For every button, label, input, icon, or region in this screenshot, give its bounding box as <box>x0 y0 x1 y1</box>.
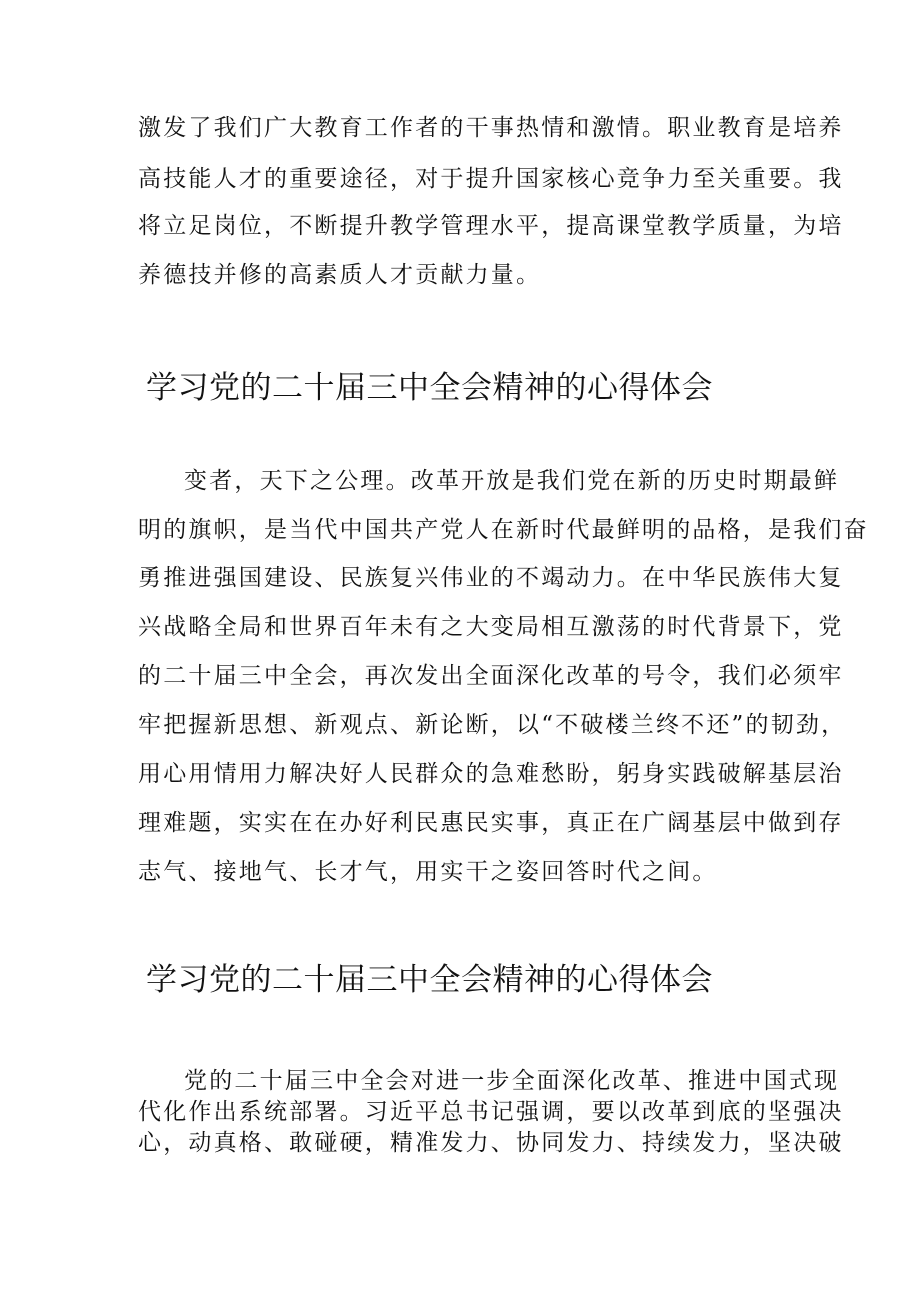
paragraph-line: 将立足岗位，不断提升教学管理水平，提高课堂教学质量，为培 <box>138 213 844 239</box>
paragraph-line: 养德技并修的高素质人才贡献力量。 <box>138 262 542 288</box>
section-heading: 学习党的二十届三中全会精神的心得体会 <box>146 962 713 998</box>
paragraph-line: 高技能人才的重要途径，对于提升国家核心竞争力至关重要。我 <box>138 166 844 192</box>
paragraph-line: 代化作出系统部署。习近平总书记强调，要以改革到底的坚强决 <box>138 1099 844 1125</box>
paragraph-line-indented: 变者，天下之公理。改革开放是我们党在新的历史时期最鲜 <box>184 468 840 494</box>
section-heading: 学习党的二十届三中全会精神的心得体会 <box>146 370 713 406</box>
paragraph-line: 志气、接地气、长才气，用实干之姿回答时代之间。 <box>138 859 718 885</box>
paragraph-line: 牢把握新思想、新观点、新论断，以“不破楼兰终不还”的韧劲， <box>138 712 847 738</box>
paragraph-line: 理难题，实实在在办好利民惠民实事，真正在广阔基层中做到存 <box>138 810 844 836</box>
paragraph-line-indented: 党的二十届三中全会对进一步全面深化改革、推进中国式现 <box>184 1068 840 1094</box>
paragraph-line: 勇推进强国建设、民族复兴伟业的不竭动力。在中华民族伟大复 <box>138 565 844 591</box>
paragraph-line: 用心用情用力解决好人民群众的急难愁盼，躬身实践破解基层治 <box>138 761 844 787</box>
paragraph-line: 的二十届三中全会，再次发出全面深化改革的号令，我们必须牢 <box>138 663 844 689</box>
paragraph-line: 激发了我们广大教育工作者的干事热情和激情。职业教育是培养 <box>138 115 844 141</box>
paragraph-line: 兴战略全局和世界百年未有之大变局相互激荡的时代背景下，党 <box>138 614 844 640</box>
paragraph-line: 心，动真格、敢碰硬，精准发力、协同发力、持续发力，坚决破 <box>138 1130 844 1156</box>
paragraph-line: 明的旗帜，是当代中国共产党人在新时代最鲜明的品格，是我们奋 <box>138 517 869 543</box>
